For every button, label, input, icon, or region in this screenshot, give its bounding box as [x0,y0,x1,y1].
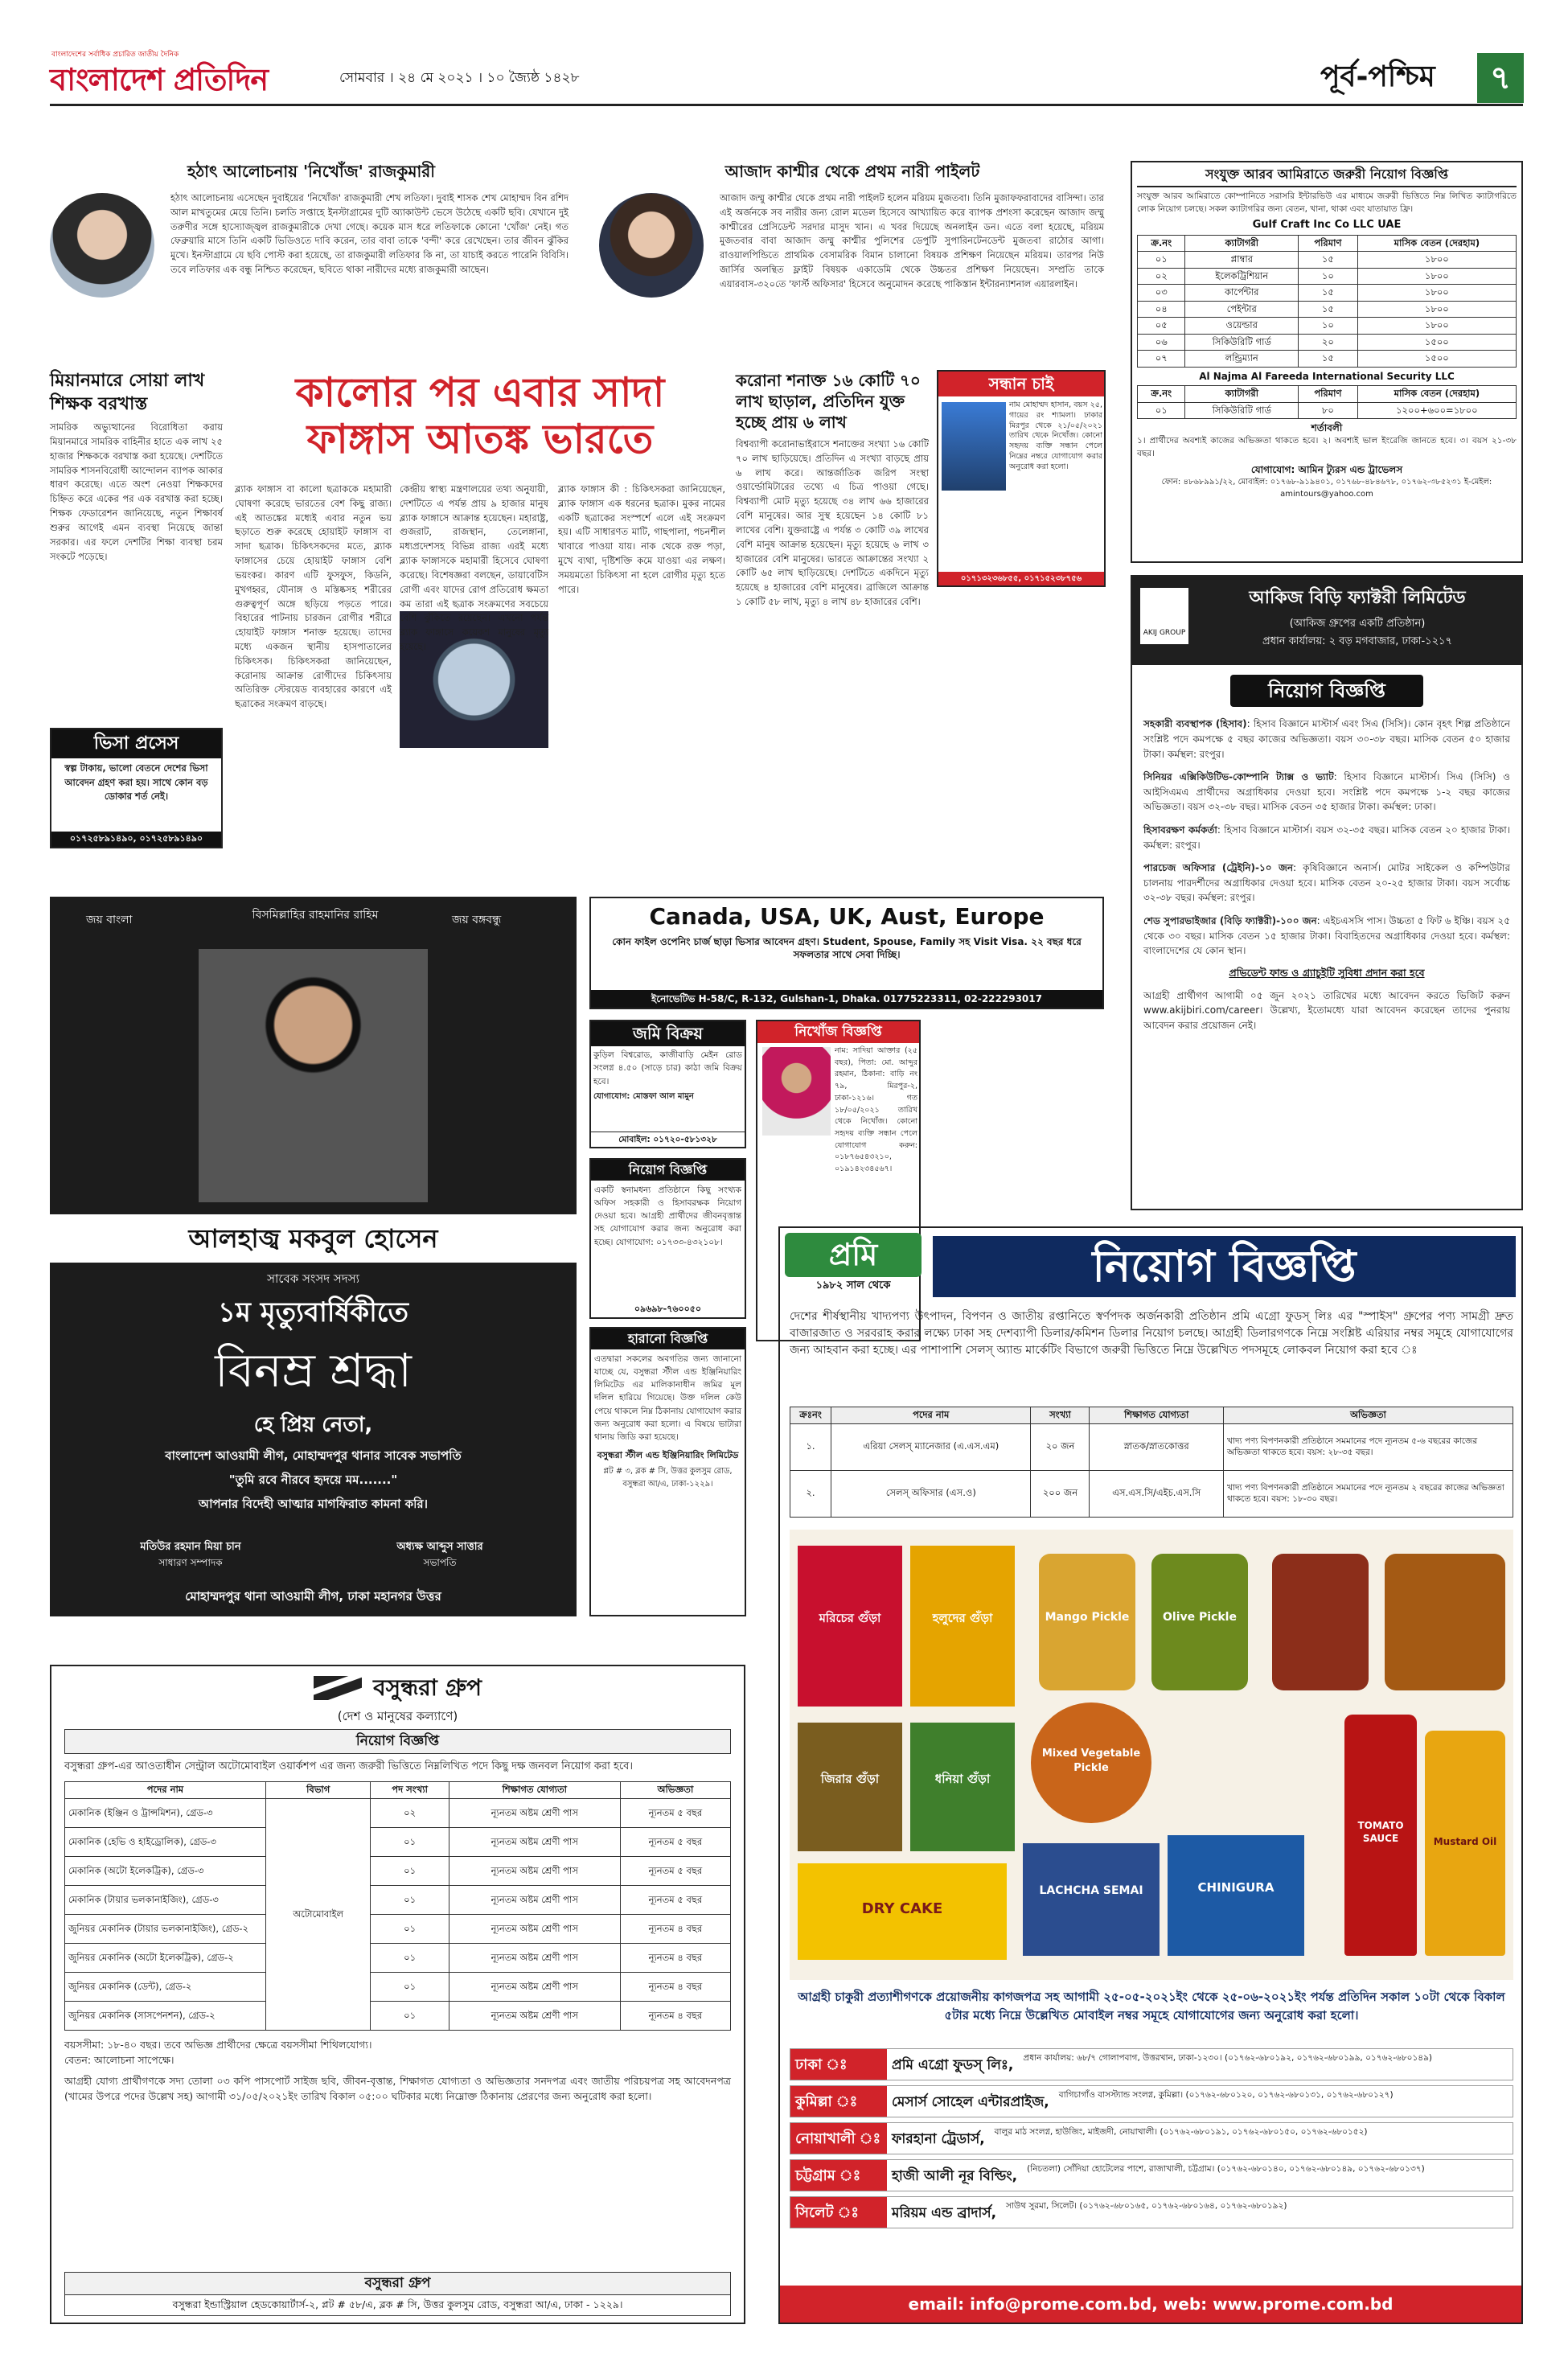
ad-body: স্বল্প টাকায়, ভালো বেতনে দেশের ভিসা আবেদন গ্রহণ করা হয়। সাথে কোন বড় ডোকার শর্ত নেই। [64,762,208,803]
office-city: সিলেট ঃ [790,2197,887,2228]
list-item: শেড সুপারভাইজার (বিড়ি ফ্যাক্টরী)-১০০ জন: এইচএসসি পাস। উচ্চতা ৫ ফিট ৬ ইঞ্চি। বয়স ২৫ থেকে ৩০ বছর। মাসিক বেতন ১৫ হাজার টাকা। বিবাহিতদের অগ্রাধিকার দেওয়া হবে। কর্মস্থল: বাংলাদেশের যে কোন স্থান। [1143,914,1510,957]
ad-title: সংযুক্ত আরব আমিরাতে জরুরী নিয়োগ বিজ্ঞপ্তি [1137,166,1517,187]
office-name: প্রমি এগ্রো ফুডস্ লিঃ, [892,2057,1014,2073]
story-pilot [599,161,1106,330]
table-row: ০৪ পেইন্টার ১৫ ১৮০০ [1138,301,1517,318]
product-turmeric: হলুদের গুঁড়া [910,1546,1015,1707]
ad-body: এতদ্বারা সকলের অবগতির জন্য জানানো যাচ্ছে যে, বসুন্ধরা স্টীল এন্ড ইঞ্জিনিয়ারিং লিমিটেড এর মালিকানাধীন জমির মূল দলিল হারিয়ে গিয়েছে। উক্ত দলিল কেউ পেয়ে থাকলে নিম্ন ঠিকানায় যোগাযোগ করার জন্য অনুরোধ করা হলো। এ বিষয়ে ভাটারা থানায় জিডি করা হয়েছে। [594,1353,741,1443]
leader-line: হে প্রিয় নেতা, [253,1413,373,1437]
ad-title: সন্ধান চাই [938,372,1104,396]
list-item [790,2159,1513,2191]
headline-line2: ফাঙ্গাস আতঙ্ক ভারতে [306,415,654,462]
apply-note: আগ্রহী যোগ্য প্রার্থীগণকে সদ্য তোলা ০৩ কপি পাসপোর্ট সাইজ ছবি, জীবন-বৃত্তান্ত, শিক্ষাগত যোগ্যতা ও অভিজ্ঞতার সনদপত্র এবং জাতীয় পরিচয়পত্র সহ আবেদনপত্র (খামের উপরে পদের উল্লেখ সহ) আগামী ৩১/০৫/২০২১ইং তারিখ বিকাল ০৫:০০ ঘটিকার মধ্যে নিম্নোক্ত ঠিকানায় প্রেরণের জন্য অনুরোধ করা হলো। [64,2074,731,2102]
prayer: আপনার বিদেহী আত্মার মাগফিরাত কামনা করি। [198,1497,429,1511]
product-chilli: মরিচের গুঁড়া [798,1546,902,1707]
office-city: চট্টগ্রাম ঃ [790,2160,887,2191]
company-name: আকিজ বিড়ি ফ্যাক্টরী লিমিটেড [1249,588,1466,608]
ad-signer: বসুন্ধরা স্টীল এন্ড ইঞ্জিনিয়ারিং লিমিটেড [597,1450,739,1461]
office-info: প্রধান কার্যালয়: ৬৮/৭ গোলাপবাগ, উত্তরখান, ঢাকা-১২৩০। (০১৭৬২-৬৮০১৯২, ০১৭৬২-৬৮০১৯৯, ০১৭৬২-৬৮০১৪৯) [1023,2053,1433,2063]
terms: ১। প্রার্থীদের অবশ্যই কাজের অভিজ্ঞতা থাকতে হবে। ২। অবশ্যই ভাল ইংরেজি জানতে হবে। ৩। বয়স ২১-৩৮ বছর। [1137,436,1517,459]
ad-body: কোন ফাইল ওপেনিং চার্জ ছাড়া ভিসার আবেদন গ্রহণ। Student, Spouse, Family সহ Visit Visa. ২২ বছর ধরে সফলতার সাথে সেবা দিচ্ছি। [612,935,1082,960]
product-olive-pickle: Olive Pickle [1151,1554,1248,1690]
uae-recruitment-ad [1131,161,1523,563]
ad-title: হারানো বিজ্ঞপ্তি [591,1329,745,1349]
ad-intro: দেশের শীর্ষস্থানীয় খাদ্যপণ্য উৎপাদন, বিপণন ও জাতীয় রপ্তানিতে স্বর্ণপদক অর্জনকারী প্রতিষ্ঠান প্রমি এগ্রো ফুডস্ লিঃ এর "স্পাইস" গ্রুপের পণ্য সামগ্রী দ্রুত বাজারজাত ও সরবরাহ করার লক্ষ্যে ঢাকা সহ দেশব্যাপী ডিলার/কমিশন ডিলার নিয়োগ চলছে। আগ্রহী ডিলারগণকে নিম্নে সংশ্লিষ্ট এরিয়ার নম্বর সমূহে যোগাযোগের জন্য আহবান করা হচ্ছে। এর পাশাপাশি সেলস্ অ্যান্ড মার্কেটিং বিভাগে জরুরী ভিত্তিতে নিম্নে উল্লেখিত পদসমূহে লোকবল নিয়োগ করা হবে ঃ [790,1310,1513,1357]
story-corona [736,370,929,848]
table-row: মেকানিক (অটো ইলেকট্রিক), গ্রেড-৩ ০১ ন্যূনতম অষ্টম শ্রেণী পাস ন্যূনতম ৫ বছর [65,1856,731,1885]
table-row: ০২ ইলেকট্রিশিয়ান ১০ ১৮০০ [1138,268,1517,285]
story-column: কেন্দ্রীয় স্বাস্থ্য মন্ত্রণালয়ের তথ্য অনুযায়ী, দেশটিতে এ পর্যন্ত প্রায় ৯ হাজার মানুষ ব্ল্যাক ফাঙ্গাসে আক্রান্ত হয়েছেন। মহারাষ্ট্র, গুজরাট, রাজস্থান, তেলেঙ্গানা, মধ্যপ্রদেশসহ বিভিন্ন রাজ্য এরই মধ্যে ব্ল্যাক ফাঙ্গাসকে মহামারী হিসেবে ঘোষণা করেছে। বিশেষজ্ঞরা বলছেন, ডায়াবেটিস রোগী এবং যাদের রোগ প্রতিরোধ ক্ষমতা কম তারা এই ছত্রাক সংক্রমণের সবচেয়ে বেশি ঝুঁকিতে রয়েছেন। এখনো পর্যন্ত ব্ল্যাক ফাঙ্গাসে কয়েকশ মানুষের মৃত্যু হয়েছে। [400,483,548,652]
table-row: ০১ সিকিউরিটি গার্ড ৮০ ১২০০+৬০০=১৮০০ [1138,402,1517,419]
logo-text: প্রমি [785,1233,922,1277]
ad-body: কুড়িল বিশ্বরোড, কাজীবাড়ি মেইন রোড সংলগ্ন ৪.৫০ (সাড়ে চার) কাঠা জমি বিক্রয় হবে। [593,1050,742,1086]
ad-address: প্লট # ৩, ব্লক # সি, উত্তর কুলসুম রোড, বসুন্ধরা আ/এ, ঢাকা-১২২৯। [603,1467,733,1489]
ad-phone: মোবাইল: ০১৭২০-৫৮১৩২৮ [591,1132,745,1147]
story-myanmar [50,370,223,724]
ad-body: নাম মোহাম্মদ হাসান, বয়স ২৫, গায়ের রং শ্যামলা। ঢাকার মিরপুর থেকে ২১/০৫/২০২১ তারিখ থেকে নিখোঁজ। কোনো সহৃদয় ব্যক্তি সন্ধান পেলে নিম্নের নম্বরে যোগাযোগ করার অনুরোধ করা হলো। [1009,400,1102,471]
product-tomato-sauce: TOMATO SAUCE [1344,1715,1417,1956]
table-row: ২. সেলস্ অফিসার (এস.ও) ২০০ জন এস.এস.সি/এইচ.এস.সি খাদ্য পণ্য বিপণনকারী প্রতিষ্ঠানে সমমানের পদে ন্যূনতম ২ বছরের কাজের অভিজ্ঞতা থাকতে হবে। বয়স: ১৮-৩০ বছর। [790,1470,1513,1517]
job-list [1132,717,1521,958]
akij-header [1132,577,1521,665]
age-note: বয়সসীমা: ১৮-৪০ বছর। তবে অভিজ্ঞ প্রার্থীদের ক্ষেত্রে বয়সসীমা শিথিলযোগ্য। [64,2038,372,2051]
group-tagline: (দেশ ও মানুষের কল্যাণে) [337,1709,458,1723]
prome-table: ক্রঃনং পদের নাম সংখ্যা শিক্ষাগত যোগ্যতা অভিজ্ঞতা ১. এরিয়া সেলস্ ম্যানেজার (এ.এস.এম) ২০ জন স্নাতক/স্নাতকোত্তর খাদ্য পণ্য বিপণনকারী প্রতিষ্ঠানে সমমানের পদে ন্যূনতম ৫-৬ বছরের কাজের অভিজ্ঞতা থাকতে হবে। বয়স: ২৮-৩৫ বছর। ২. সেলস্ অফিসার (এস.ও) ২০০ জন এস.এস.সি/এইচ.এস.সি খাদ্য পণ্য বিপণনকারী প্রতিষ্ঠানে সমমানের পদে ন্যূনতম ২ বছরের কাজের অভিজ্ঞতা থাকতে হবে। বয়স: ১৮-৩০ বছর। [790,1407,1513,1518]
list-item [790,2085,1513,2117]
salary-note: বেতন: আলোচনা সাপেক্ষে। [64,2054,174,2067]
office-name: হাজী আলী নূর বিল্ডিং, [892,2168,1018,2184]
ad-title: নিয়োগ বিজ্ঞপ্তি [591,1160,745,1181]
story-body: আজাদ জম্মু কাশ্মীর থেকে প্রথম নারী পাইলট হলেন মরিয়ম মুজতবা। তিনি মুজাফফরাবাদের বাসিন্দা। তার এই অর্জনকে সব নারীর জন্য রোল মডেল হিসেবে আখ্যায়িত করে ব্যাপক প্রশংসা করেছেন আজাদ জম্মু কাশ্মীরের প্রেসিডেন্ট সরদার মাসুদ খান। এ খবর দিয়েছে অনলাইন ডন। এতে বলা হয়েছে, মরিয়ম মুজতবার বাবা আজাদ জম্মু কাশ্মীর পুলিশের ডেপুটি সুপারিনটেনডেন্ট মুজতবা রাঠোর আগা। রাওয়ালপিন্ডিতে প্রাথমিক বেসামরিক বিমান চালানো বিষয়ক প্রশিক্ষণ নিয়েছেন মরিয়ম। তারপর নিউ জার্সির অলন্থিত ফ্লাইট বিষয়ক একাডেমি থেকে উচ্চতর প্রশিক্ষণ নিয়েছেন। সম্প্রতি তাকে এয়ারবাস-৩২০তে 'ফার্স্ট অফিসার' হিসেবে অনুমোদন করেছে পাকিস্তান ইন্টারন্যাশনাল এয়ারলাইন। [720,192,1104,290]
portrait-photo [199,949,428,1202]
prome-footer[interactable]: email: info@prome.com.bd, web: www.prome.com.bd [780,2286,1521,2323]
list-item: সিনিয়র এক্সিকিউটিভ-কোম্পানি ট্যাক্স ও ভ্যাট: হিসাব বিজ্ঞানে মাস্টার্স। সিএ (সিসি) ও আইসিএমএ প্রার্থীদের অগ্রাধিকার দেওয়া হবে। সংশ্লিষ্ট পদে কমপক্ষে ১-২ বছর কাজের অভিজ্ঞতা। বয়স ৩২-৩৮ বছর। মাসিক বেতন ৩৫ হাজার টাকা। কর্মস্থল: ঢাকা। [1143,771,1510,813]
product-collage [790,1530,1513,1980]
pilot-photo [599,193,704,298]
story-body: সামরিক অভ্যুত্থানের বিরোধিতা করায় মিয়ানমারে সামরিক বাহিনীর হাতে এক লাখ ২৫ হাজার শিক্ষককে বরখাস্ত করা হয়েছে। দেশটিতে সামরিক শাসনবিরোধী আন্দোলন ব্যাপক আকার ধারণ করেছে। এতে অংশ নেওয়া শিক্ষকদের চিহ্নিত করে একের পর এক বরখাস্ত করা হচ্ছে। শিক্ষক ফেডারেশন জানিয়েছে, নতুন শিক্ষাবর্ষ শুরুর আগেই এমন ব্যবস্থা নিয়েছে জান্তা সরকার। এর ফলে দেশটির শিক্ষা ব্যবস্থা চরম সংকটে পড়েছে। [50,421,223,562]
tribute-text: বিনম্র শ্রদ্ধা [215,1343,412,1398]
prome-ad [778,1226,1523,2324]
visa-process-ad [50,728,223,848]
office-info: বাগিচাগাঁও বাসস্ট্যান্ড সংলগ্ন, কুমিল্লা। (০১৭৬২-৬৮০১২০, ০১৭৬২-৬৮০১৩১, ০১৭৬২-৬৮০১২৭) [1058,2090,1394,2100]
signer-name: মতিউর রহমান মিয়া চান [140,1541,241,1553]
company-name: Al Najma Al Fareeda International Security LLC [1199,370,1455,382]
table-row: মেকানিক (ইঞ্জিন ও ট্রান্সমিশন), গ্রেড-৩ অটোমোবাইল ০২ ন্যূনতম অষ্টম শ্রেণী পাস ন্যূনতম ৫ বছর [65,1798,731,1827]
contact-phones: ফোন: ৪৮৬৮৯৯১/২২, মোবাইল: ০১৭৬৮-৯১৯৪০১, ০১৭৬৮-৪৮৪৬৭৮, ০১৭৬২-৩৮৫২৩১ ই-মেইল: amintours@yahoo.com [1161,477,1492,499]
page-number: ৭ [1477,53,1524,103]
ad-title: নিয়োগ বিজ্ঞপ্তি [64,1729,731,1754]
top-left-slogan: জয় বাংলা [86,914,133,926]
ad-contact: যোগাযোগ: মোস্তফা আল মামুন [593,1091,694,1101]
office-name: ফারহানা ট্রেডার্স, [892,2131,985,2147]
ad-intro: সংযুক্ত আরব আমিরাতে কোম্পানিতে সরাসরি ইন্টারভিউ এর মাধ্যমে জরুরী ভিত্তিতে নিম্ন লিখিত ক্যাটাগরিতে লোক নিয়োগ চলছে। সকল ক্যাটাগরির জন্য বেতন, খানা, থাকা এবং যাতায়াত ফ্রি। [1137,191,1517,214]
office-info: (নিচতলা) সোঁদিয়া হোটেলের পাশে, রাজাখালী, চট্টগ্রাম। (০১৭৬২-৬৮০১৪০, ০১৭৬২-৬৮০১৪৯, ০১৭৬২-৬৮০১৩৭) [1027,2164,1425,2174]
office-name: মরিয়ম এন্ড ব্রাদার্স, [892,2205,997,2221]
story-body: হঠাৎ আলোচনায় এসেছেন দুবাইয়ের 'নিখোঁজ' রাজকুমারী শেখ লতিফা। দুবাই শাসক শেখ মোহাম্মদ বিন রশিদ আল মাখতুমের মেয়ে তিনি। চলতি সপ্তাহে ইনস্টাগ্রামের দুটি অ্যাকাউন্ট ভেসে উঠেছে একটি ছবি। যেখানে দুই তরুণীর সঙ্গে হাস্যোজ্জ্বল রাজকুমারীকে দেখা গেছে। কয়েক মাস ধরে লতিফাকে কোনো 'খোঁজ' নেই। গত ফেব্রুয়ারি মাসে তিনি একটি ভিডিওতে দাবি করেন, তার বাবা তাকে 'বন্দী' করে রেখেছেন। তার জীবন ঝুঁকির মুখে। ইনস্টাগ্রামে যে ছবি পোস্ট করা হয়েছে, তা রাজকুমারী লতিফার কি না, তা যাচাই করতে পারেনি বিবিসি। তবে লতিফার এক বন্ধু নিশ্চিত করেছেন, ছবিতে থাকা নারীদের মধ্যে রাজকুমারী আছেন। [170,192,569,276]
missing-person-photo [942,402,1006,491]
list-item [790,2196,1513,2228]
memorial-role: সাবেক সংসদ সদস্য [267,1271,359,1286]
table-row: জুনিয়র মেকানিক (অটো ইলেকট্রিক), গ্রেড-২ ০১ ন্যূনতম অষ্টম শ্রেণী পাস ন্যূনতম ৪ বছর [65,1943,731,1972]
signer-role: সাধারণ সম্পাদক [158,1557,223,1568]
ad-phone: ০৯৬৯৮-৭৬০০৫০ [634,1304,702,1315]
anniversary: ১ম মৃত্যুবার্ষিকীতে [218,1296,408,1329]
product-cumin: জিরার গুঁড়া [798,1723,902,1851]
table-row: মেকানিক (টায়ার ভলকানাইজিং), গ্রেড-৩ ০১ ন্যূনতম অষ্টম শ্রেণী পাস ন্যূনতম ৫ বছর [65,1885,731,1914]
ad-body: একটি স্বনামধন্য প্রতিষ্ঠানে কিছু সংখ্যক অফিস সহকারী ও হিসাবরক্ষক নিয়োগ দেওয়া হবে। আগ্রহী প্রার্থীদের জীবনবৃত্তান্ত সহ যোগাযোগ করার জন্য অনুরোধ করা হচ্ছে। যোগাযোগ: ০১৭৩৩-৪৩২১০৮। [594,1185,741,1247]
story-fungus [235,370,725,848]
office-info: সাউথ সুরমা, সিলেট। (০১৭৬২-৬৮০১৬৫, ০১৭৬২-৬৮০১৬৪, ০১৭৬২-৬৮০১৯২) [1006,2201,1287,2211]
benefit-note: প্রভিডেন্ট ফান্ড ও গ্র্যাচুইটি সুবিধা প্রদান করা হবে [1229,966,1425,979]
product-mixed-pickle: Mixed Vegetable Pickle [1031,1702,1151,1823]
ad-title: জমি বিক্রয় [591,1021,745,1046]
table-row: ০১ প্লাম্বার ১৫ ১৮০০ [1138,252,1517,269]
ad-contact: ইনোভেটিভ H-58/C, R-132, Gulshan-1, Dhaka. 01775223311, 02-222293017 [591,990,1102,1008]
party-line: বাংলাদেশ আওয়ামী লীগ, মোহাম্মদপুর থানার সাবেক সভাপতি [165,1448,462,1463]
company-name: Gulf Craft Inc Co LLC UAE [1252,219,1402,232]
table-row: ০৩ কার্পেন্টার ১৫ ১৮০০ [1138,285,1517,302]
memorial-footer: মোহাম্মদপুর থানা আওয়ামী লীগ, ঢাকা মহানগর উত্তর [185,1589,441,1604]
product-mango-pickle: Mango Pickle [1039,1554,1135,1690]
akij-logo: AKIJ GROUP [1140,588,1188,644]
uae-table: ক্র.নং ক্যাটাগরী পরিমাণ মাসিক বেতন (দেরহাম) ০১ প্লাম্বার ১৫ ১৮০০ ০২ ইলেকট্রিশিয়ান ১০ ১৮০০ ০৩ কার্পেন্টার ১৫ ১৮০০ ০৪ পেইন্টার ১৫ ১৮০০ ০৫ ওয়েল্ডার ১০ ১৮০০ ০৬ সিকিউরিটি গার্ড ২০ ১৫০০ ০৭ লন্ড্রিম্যান ১৫ ১৫০০ [1137,235,1517,368]
ad-phone: ০১৭১৩২৩৬৮৫৫, ০১৭১৫২৩৮৭৫৬ [938,572,1104,586]
ad-title: Canada, USA, UK, Aust, Europe [649,903,1045,930]
office-list [790,2048,1513,2233]
section-title: পূর্ব-পশ্চিম [1320,60,1435,93]
table-row: জুনিয়র মেকানিক (টায়ার ভলকানাইজিং), গ্রেড-২ ০১ ন্যূনতম অষ্টম শ্রেণী পাস ন্যূনতম ৪ বছর [65,1914,731,1943]
table-row: ০৭ লন্ড্রিম্যান ১৫ ১৫০০ [1138,351,1517,368]
group-name: বসুন্ধরা গ্রুপ [373,1674,482,1701]
footer-address: বসুন্ধরা ইন্ডাস্ট্রিয়াল হেডকোয়ার্টার্স-২, প্লট # ৫৮/এ, ব্লক # সি, উত্তর কুলসুম রোড, বসুন্ধরা আ/এ, ঢাকা - ১২২৯। [172,2298,623,2311]
ad-title: নিয়োগ বিজ্ঞপ্তি [1230,675,1423,707]
ad-title: নিখোঁজ বিজ্ঞপ্তি [757,1021,919,1043]
table-row: ০৬ সিকিউরিটি গার্ড ২০ ১৫০০ [1138,334,1517,351]
bashundhara-table: পদের নাম বিভাগ পদ সংখ্যা শিক্ষাগত যোগ্যতা অভিজ্ঞতা মেকানিক (ইঞ্জিন ও ট্রান্সমিশন), গ্রেড-৩ অটোমোবাইল ০২ ন্যূনতম অষ্টম শ্রেণী পাস ন্যূনতম ৫ বছর মেকানিক (হেভি ও হাইড্রোলিক), গ্রেড-৩ ০১ ন্যূনতম অষ্টম শ্রেণী পাস ন্যূনতম ৫ বছর মেকানিক (অটো ইলেকট্রিক), গ্রেড-৩ ০১ ন্যূনতম অষ্টম শ্রেণী পাস ন্যূনতম ৫ বছর মেকানিক (টায়ার ভলকানাইজিং), গ্রেড-৩ ০১ ন্যূনতম অষ্টম শ্রেণী পাস ন্যূনতম ৫ বছর জুনিয়র মেকানিক (টায়ার ভলকানাইজিং), গ্রেড-২ ০১ ন্যূনতম অষ্টম শ্রেণী পাস ন্যূনতম ৪ বছর জুনিয়র মেকানিক (অটো ইলেকট্রিক), গ্রেড-২ ০১ ন্যূনতম অষ্টম শ্রেণী পাস ন্যূনতম ৪ বছর জুনিয়র মেকানিক (ডেন্ট), গ্রেড-২ ০১ ন্যূনতম অষ্টম শ্রেণী পাস ন্যূনতম ৪ বছর জুনিয়র মেকানিক (সাসপেনশন), গ্রেড-২ ০১ ন্যূনতম অষ্টম শ্রেণী পাস ন্যূনতম ৪ বছর [64,1781,731,2031]
list-item: সহকারী ব্যবস্থাপক (হিসাব): হিসাব বিজ্ঞানে মাস্টার্স এবং সিএ (সিসি)। কোন বৃহৎ শিল্প প্রতিষ্ঠানে সংশ্লিষ্ট পদে কমপক্ষে ৫ বছর কাজের অভিজ্ঞতা। বয়স ৩০-৩৮ বছর। মাসিক বেতন ৫০ হাজার টাকা। কর্মস্থল: রংপুর। [1143,718,1510,760]
table-row: ১. এরিয়া সেলস্ ম্যানেজার (এ.এস.এম) ২০ জন স্নাতক/স্নাতকোত্তর খাদ্য পণ্য বিপণনকারী প্রতিষ্ঠানে সমমানের পদে ন্যূনতম ৫-৬ বছরের কাজের অভিজ্ঞতা থাকতে হবে। বয়স: ২৮-৩৫ বছর। [790,1423,1513,1470]
logo-tagline: বাংলাদেশের সর্বাধিক প্রচারিত জাতীয় দৈনিক [51,51,179,59]
story-princess [50,161,573,330]
list-item: হিসাবরক্ষণ কর্মকর্তা: হিসাব বিজ্ঞানে মাস্টার্স। বয়স ৩২-৩৫ বছর। মাসিক বেতন ২০ হাজার টাকা। কর্মস্থল: রংপুর। [1143,824,1510,851]
list-item [790,2048,1513,2080]
missing-photo [762,1047,831,1136]
product-semai: LACHCHA SEMAI [1023,1843,1160,1956]
canada-visa-ad [589,897,1104,1009]
table-row: জুনিয়র মেকানিক (ডেন্ট), গ্রেড-২ ০১ ন্যূনতম অষ্টম শ্রেণী পাস ন্যূনতম ৪ বছর [65,1972,731,2001]
akij-ad [1131,575,1523,1210]
ad-title: নিয়োগ বিজ্ঞপ্তি [933,1236,1516,1297]
product-jar [1272,1554,1369,1690]
table-row: ০৫ ওয়েল্ডার ১০ ১৮০০ [1138,318,1517,335]
uae-table-2: ক্র.নং ক্যাটাগরী পরিমাণ মাসিক বেতন (দেরহাম) ০১ সিকিউরিটি গার্ড ৮০ ১২০০+৬০০=১৮০০ [1137,385,1517,419]
memorial-name: আলহাজ্ব মকবুল হোসেন [188,1223,438,1254]
ad-phone: ০১৭২৫৮৯১৪৯০, ০১৭২৫৮৯১৪৯০ [51,832,221,847]
story-column: ব্ল্যাক ফাঙ্গাস কী : চিকিৎসকরা জানিয়েছেন, ব্ল্যাক ফাঙ্গাস এক ধরনের ছত্রাক। মুকর নামের একটি ছত্রাকের সংস্পর্শে এলে এই সংক্রমণ হয়। এটি সাধারণত মাটি, গাছপালা, পচনশীল খাবারে পাওয়া যায়। নাক থেকে রক্ত পড়া, মুখে ব্যথা, দৃষ্টিশক্তি কমে যাওয়া এর লক্ষণ। সময়মতো চিকিৎসা না হলে রোগীর মৃত্যু হতে পারে। [558,483,725,595]
land-sale-ad [589,1020,746,1148]
quote: "তুমি রবে নীরবে হৃদয়ে মম......." [228,1472,398,1487]
signer-role: সভাপতি [423,1557,457,1568]
top-right-slogan: জয় বঙ্গবন্ধু [452,914,502,926]
product-jar [1385,1554,1505,1690]
product-mustard-oil: Mustard Oil [1425,1731,1505,1956]
story-title: মিয়ানমারে সোয়া লাখ শিক্ষক বরখাস্ত [50,371,205,414]
company-subtitle: (আকিজ গ্রুপের একটি প্রতিষ্ঠান) [1289,618,1426,630]
office-city: কুমিল্লা ঃ [790,2086,887,2117]
name-banner [50,1214,577,1263]
apply-note: আগ্রহী প্রার্থীগণ আগামী ০৫ জুন ২০২১ তারিখের মধ্যে আবেদন করতে ভিজিট করুন www.akijbiri.com/career। উল্লেখ্য, ইতোমধ্যে যারা আবেদন করেছেন তাদের পুনরায় আবেদন করার প্রয়োজন নেই। [1143,989,1510,1031]
memorial-ad [50,897,577,1616]
product-chinigura: CHINIGURA [1168,1835,1304,1956]
masthead [50,50,1523,106]
ad-intro: বসুন্ধরা গ্রুপ-এর আওতাধীন সেন্ট্রাল অটোমোবাইল ওয়ার্কশপ এর জন্য জরুরী ভিত্তিতে নিম্নলিখিত পদে কিছু দক্ষ জনবল নিয়োগ করা হবে। [64,1760,633,1773]
ad-body: নাম: সাদিয়া আক্তার (২৫ বছর), পিতা: মো. আব্দুর রহমান, ঠিকানা: বাড়ি নং ৭৯, মিরপুর-২, ঢাকা-১২১৬। গত ১৮/০৫/২০২১ তারিখ থেকে নিখোঁজ। কোনো সহৃদয় ব্যক্তি সন্ধান পেলে যোগাযোগ করুন: ০১৮৭৬৫৪৩২১০, ০১৯১৪২৩৪৫৬৭। [835,1046,917,1174]
headline-line1: কালোর পর এবার সাদা [295,369,665,416]
office-name: মেসার্স সোহেল এন্টারপ্রাইজ, [892,2094,1049,2110]
product-dry-cake: DRY CAKE [798,1863,1007,1960]
story-title: হঠাৎ আলোচনায় 'নিখোঁজ' রাজকুমারী [187,162,436,181]
list-item [790,2122,1513,2154]
story-title: করোনা শনাক্ত ১৬ কোটি ৭০ লাখ ছাড়াল, প্রতিদিন যুক্ত হচ্ছে প্রায় ৬ লাখ [736,371,921,432]
office-city: ঢাকা ঃ [790,2049,887,2080]
company-address: প্রধান কার্যালয়: ২ বড় মগবাজার, ঢাকা-১২১৭ [1262,635,1452,647]
office-city: নোয়াখালী ঃ [790,2123,887,2154]
table-row: মেকানিক (হেভি ও হাইড্রোলিক), গ্রেড-৩ ০১ ন্যূনতম অষ্টম শ্রেণী পাস ন্যূনতম ৫ বছর [65,1827,731,1856]
signer-name: অধ্যক্ষ আব্দুস সাত্তার [396,1541,483,1553]
since-text: ১৯৮২ সাল থেকে [815,1279,891,1292]
issue-date: সোমবার । ২৪ মে ২০২১ । ১০ জ্যৈষ্ঠ ১৪২৮ [339,70,580,86]
bashundhara-logo-icon [314,1676,362,1700]
lost-notice-ad [589,1327,746,1616]
princess-photo [50,193,154,298]
contact: যোগাযোগ: আমিন ট্যুরস এন্ড ট্রাভেলস [1250,463,1403,475]
bashundhara-logo-row [64,1673,731,1708]
bashundhara-ad [50,1665,745,2324]
footer-name: বসুন্ধরা গ্রুপ [65,2273,730,2295]
office-info: বালুর মাঠ সংলগ্ন, হাউজিং, মাইজদী, নোয়াখালী। (০১৭৬২-৬৮০১৯১, ০১৭৬২-৬৮০১৫০, ০১৭৬২-৬৮০১৫২) [994,2127,1368,2137]
product-coriander: ধনিয়া গুঁড়া [910,1723,1015,1851]
search-ad [937,370,1106,587]
newspaper-logo[interactable]: বাংলাদেশ প্রতিদিন [50,62,269,97]
table-row: জুনিয়র মেকানিক (সাসপেনশন), গ্রেড-২ ০১ ন্যূনতম অষ্টম শ্রেণী পাস ন্যূনতম ৪ বছর [65,2001,731,2030]
bismillah: বিসমিল্লাহির রাহমানির রাহিম [252,909,379,922]
ad-title: ভিসা প্রসেস [51,729,221,758]
story-title: আজাদ কাশ্মীর থেকে প্রথম নারী পাইলট [724,162,980,181]
terms-title: শর্তাবলী [1311,422,1343,434]
list-item: পারচেজ অফিসার (ট্রেইনি)-১০ জন: কৃষিবিজ্ঞানে অনার্স। মোটর সাইকেল ও কম্পিউটার চালনায় পারদর্শীদের অগ্রাধিকার দেওয়া হবে। মাসিক বেতন ২০-২৫ হাজার টাকা। বয়স সর্বোচ্চ ৩২-৩৮ বছর। কর্মস্থল: রংপুর। [1143,862,1510,904]
application-notice: আগ্রহী চাকুরী প্রত্যাশীগণকে প্রয়োজনীয় কাগজপত্র সহ আগামী ২৫-০৫-২০২১ইং থেকে ২৫-০৬-২০২১ইং পর্যন্ত প্রতিদিন সকাল ১০টা থেকে বিকাল ৫টার মধ্যে নিম্নে উল্লেখিত মোবাইল নম্বর সমূহে যোগাযোগের জন্য অনুরোধ করা হলো। [798,1990,1505,2023]
small-job-ad [589,1158,746,1319]
story-body: বিশ্বব্যাপী করোনাভাইরাসে শনাক্তের সংখ্যা ১৬ কোটি ৭০ লাখ ছাড়িয়েছে। প্রতিদিন এ সংখ্যা বাড়ছে প্রায় ৬ লাখ করে। আন্তর্জাতিক জরিপ সংস্থা ওয়ার্ল্ডোমিটারের তথ্যে এ চিত্র পাওয়া গেছে। বিশ্বব্যাপী মোট মৃত্যু হয়েছে ৩৪ লাখ ৬৬ হাজারের বেশি মানুষের। আর সুস্থ হয়েছেন ১৪ কোটি ৮১ লাখের বেশি। যুক্তরাষ্ট্রে এ পর্যন্ত ৩ কোটি ৩৯ লাখের বেশি মানুষ আক্রান্ত হয়েছেন। মৃত্যু হয়েছে ৬ লাখ ৩ হাজারের বেশি মানুষের। ভারতে আক্রান্তের সংখ্যা ২ কোটি ৬৫ লাখ ছাড়িয়েছে। দেশটিতে একদিনে মৃত্যু হয়েছে ৪ হাজারের বেশি মানুষের। ব্রাজিলে আক্রান্ত ১ কোটি ৫৮ লাখ, মৃত্যু ৪ লাখ ৪৮ হাজারের বেশি। [736,438,929,607]
story-column: ব্ল্যাক ফাঙ্গাস বা কালো ছত্রাককে মহামারী ঘোষণা করেছে ভারতের বেশ কিছু রাজ্য। এই আতঙ্কের মধ্যেই এবার নতুন ভয় ছড়াতে শুরু করেছে হোয়াইট ফাঙ্গাস বা সাদা ছত্রাক। চিকিৎসকদের মতে, ব্ল্যাক ফাঙ্গাসের চেয়ে হোয়াইট ফাঙ্গাস বেশি ভয়ংকর। কারণ এটি ফুসফুস, কিডনি, মুখগহ্বর, যৌনাঙ্গ ও মস্তিষ্কসহ শরীরের গুরুত্বপূর্ণ অঙ্গে ছড়িয়ে পড়তে পারে। বিহারের পাটনায় চারজন রোগীর শরীরে হোয়াইট ফাঙ্গাস শনাক্ত হয়েছে। তাদের মধ্যে একজন স্থানীয় হাসপাতালের চিকিৎসক। চিকিৎসকরা জানিয়েছেন, করোনায় আক্রান্ত রোগীদের চিকিৎসায় অতিরিক্ত স্টেরয়েড ব্যবহারের কারণে এই ছত্রাকের সংক্রমণ বাড়ছে। [235,483,392,710]
prome-logo [785,1233,922,1305]
